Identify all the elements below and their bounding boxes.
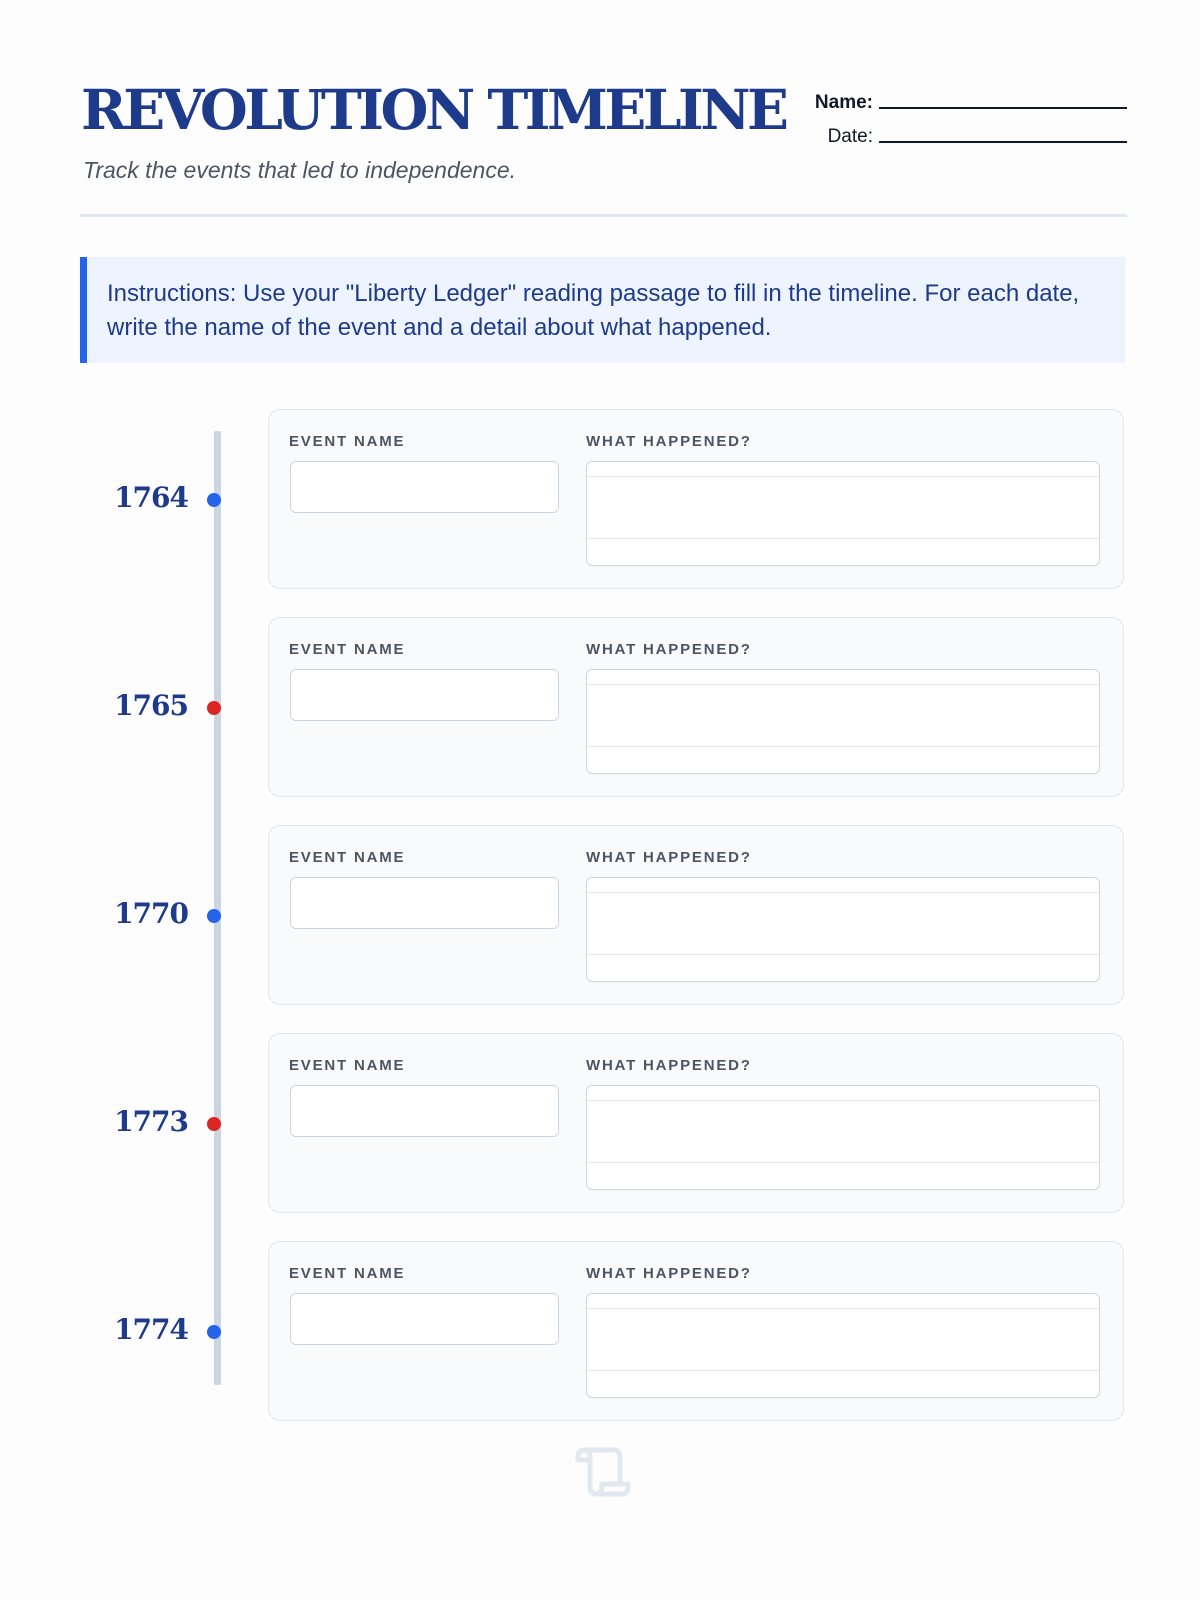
- event-name-input[interactable]: [290, 1293, 559, 1345]
- name-row: [815, 80, 1127, 114]
- writing-rule: [587, 1370, 1099, 1371]
- event-name-label: EVENT NAME: [289, 1265, 406, 1282]
- name-date-block: [815, 80, 1127, 148]
- name-label: Name:: [814, 92, 873, 113]
- writing-rule: [587, 1162, 1099, 1163]
- event-name-input[interactable]: [290, 461, 559, 513]
- event-name-input[interactable]: [290, 877, 559, 929]
- event-name-label: EVENT NAME: [289, 849, 406, 866]
- date-label: Date:: [827, 126, 873, 147]
- writing-rule: [587, 892, 1099, 893]
- writing-rule: [587, 1100, 1099, 1101]
- writing-rule: [587, 1308, 1099, 1309]
- what-happened-input[interactable]: [586, 1293, 1100, 1398]
- what-happened-label: WHAT HAPPENED?: [586, 849, 752, 866]
- timeline-year: 1774: [114, 1313, 188, 1346]
- event-name-input[interactable]: [290, 669, 559, 721]
- timeline-card: [268, 1241, 1124, 1421]
- date-line[interactable]: [879, 141, 1127, 143]
- what-happened-label: WHAT HAPPENED?: [586, 433, 752, 450]
- event-name-label: EVENT NAME: [289, 1057, 406, 1074]
- what-happened-label: WHAT HAPPENED?: [586, 1057, 752, 1074]
- writing-rule: [587, 954, 1099, 955]
- event-name-label: EVENT NAME: [289, 641, 406, 658]
- timeline-dot: [207, 701, 221, 715]
- timeline-card: [268, 825, 1124, 1005]
- timeline-dot: [207, 909, 221, 923]
- date-row: [815, 114, 1127, 148]
- timeline-year: 1770: [114, 897, 188, 930]
- page-subtitle: Track the events that led to independence.: [83, 157, 517, 183]
- what-happened-label: WHAT HAPPENED?: [586, 641, 752, 658]
- scroll-icon: [570, 1438, 634, 1502]
- writing-rule: [587, 476, 1099, 477]
- timeline-card: [268, 409, 1124, 589]
- event-name-input[interactable]: [290, 1085, 559, 1137]
- what-happened-input[interactable]: [586, 669, 1100, 774]
- timeline-year: 1765: [114, 689, 188, 722]
- timeline-dot: [207, 1117, 221, 1131]
- page-title: REVOLUTION TIMELINE: [81, 77, 786, 142]
- name-line[interactable]: [879, 107, 1127, 109]
- writing-rule: [587, 746, 1099, 747]
- timeline-axis: [214, 431, 221, 1385]
- what-happened-input[interactable]: [586, 877, 1100, 982]
- header-divider: [80, 214, 1127, 217]
- timeline-year: 1773: [114, 1105, 188, 1138]
- timeline-year: 1764: [114, 481, 188, 514]
- writing-rule: [587, 684, 1099, 685]
- what-happened-input[interactable]: [586, 461, 1100, 566]
- what-happened-input[interactable]: [586, 1085, 1100, 1190]
- timeline-card: [268, 617, 1124, 797]
- timeline-dot: [207, 1325, 221, 1339]
- instructions-box: Instructions: Use your "Liberty Ledger" reading passage to fill in the timeline. For each date, write the name of the event and a detail about what happened.: [80, 257, 1125, 363]
- timeline-dot: [207, 493, 221, 507]
- timeline-card: [268, 1033, 1124, 1213]
- what-happened-label: WHAT HAPPENED?: [586, 1265, 752, 1282]
- event-name-label: EVENT NAME: [289, 433, 406, 450]
- writing-rule: [587, 538, 1099, 539]
